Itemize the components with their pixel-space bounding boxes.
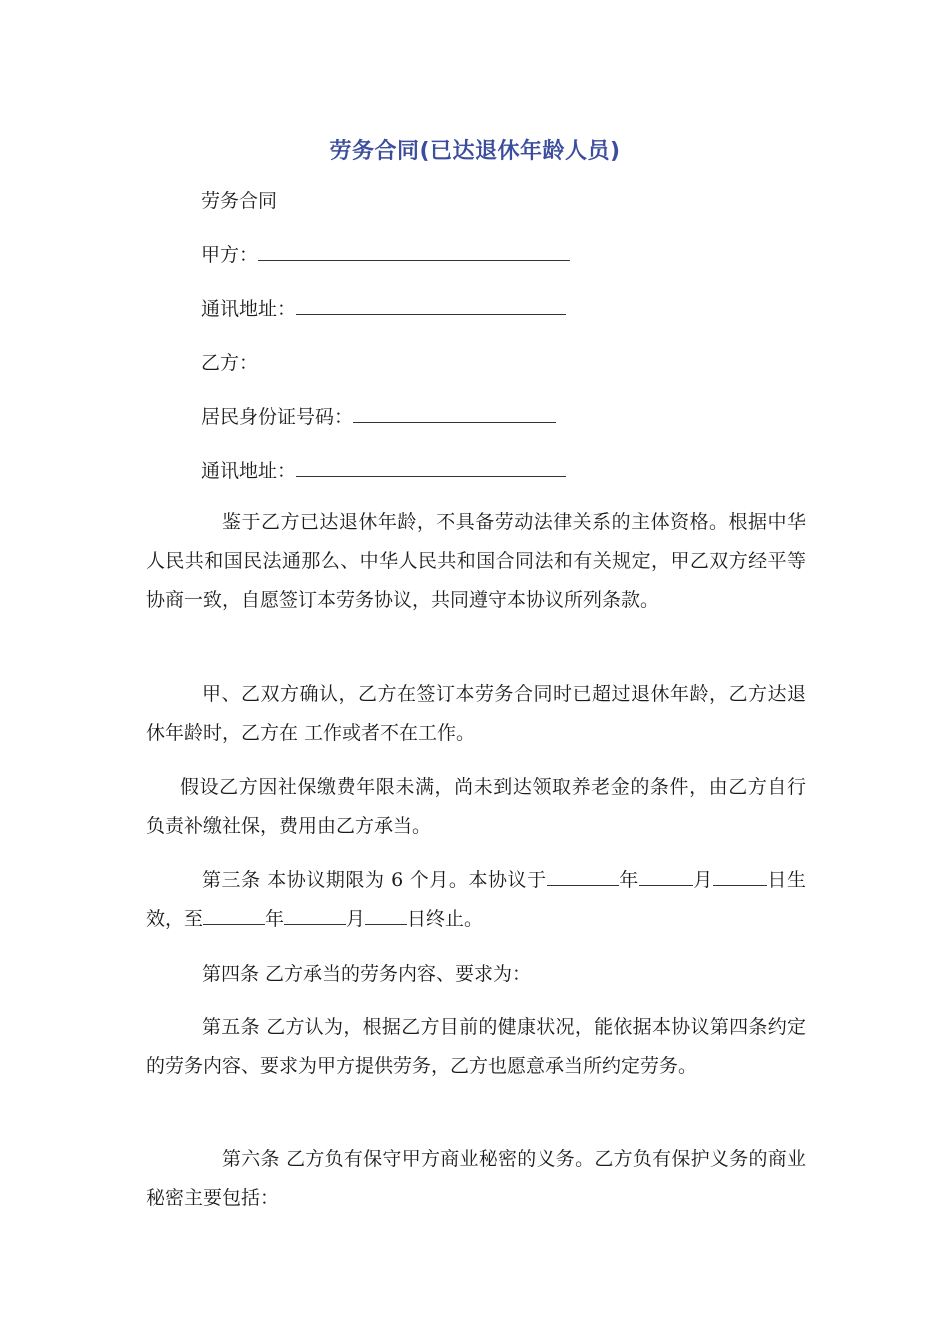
address-b-blank (296, 458, 566, 477)
party-a-label: 甲方： (201, 244, 259, 266)
id-number-blank (353, 404, 556, 423)
end-text: 日终止。 (407, 908, 484, 930)
address-b-label: 通讯地址： (201, 460, 297, 482)
effective-text: 日生效，至 (146, 869, 806, 930)
party-a-field (201, 242, 570, 268)
end-month-blank (284, 906, 346, 925)
end-year-blank (203, 906, 265, 925)
preamble-paragraph: 鉴于乙方已达退休年龄，不具备劳动法律关系的主体资格。根据中华人民共和国民法通那么、中华人民共和国合同法和有关规定，甲乙双方经平等协商一致，自愿签订本劳务协议，共同遵守本协议所列条款。 (146, 511, 806, 611)
id-number-field (201, 404, 556, 430)
clause-3-lead: 第三条 本协议期限为 6 个月。本协议于 (202, 869, 547, 891)
subtitle: 劳务合同 (201, 190, 278, 212)
social-insurance-clause: 假设乙方因社保缴费年限未满，尚未到达领取养老金的条件，由乙方自行负责补缴社保，费用由乙方承当。 (146, 776, 806, 837)
start-year-blank (547, 867, 619, 886)
clause-6: 第六条 乙方负有保守甲方商业秘密的义务。乙方负有保护义务的商业秘密主要包括： (146, 1148, 806, 1209)
clause-5: 第五条 乙方认为，根据乙方目前的健康状况，能依据本协议第四条约定的劳务内容、要求为甲方提供劳务，乙方也愿意承当所约定劳务。 (146, 1016, 806, 1077)
clause-4: 第四条 乙方承当的劳务内容、要求为： (202, 963, 532, 985)
party-b-label: 乙方： (201, 352, 259, 374)
party-a-blank (258, 242, 570, 261)
start-month-label: 月 (692, 869, 713, 891)
end-day-blank (365, 906, 407, 925)
end-month-label: 月 (346, 908, 366, 930)
confirm-clause: 甲、乙双方确认，乙方在签订本劳务合同时已超过退休年龄，乙方达退休年龄时，乙方在 工作或者不在工作。 (146, 683, 806, 744)
document-title: 劳务合同(已达退休年龄人员) (329, 139, 621, 164)
id-number-label: 居民身份证号码： (201, 406, 354, 428)
start-day-blank (713, 867, 767, 886)
start-year-label: 年 (618, 869, 639, 891)
address-b-field (201, 458, 566, 484)
start-month-blank (639, 867, 693, 886)
clause-3 (146, 861, 806, 939)
address-a-label: 通讯地址： (201, 298, 297, 320)
address-a-field (201, 296, 566, 322)
address-a-blank (296, 296, 566, 315)
end-year-label: 年 (265, 908, 285, 930)
